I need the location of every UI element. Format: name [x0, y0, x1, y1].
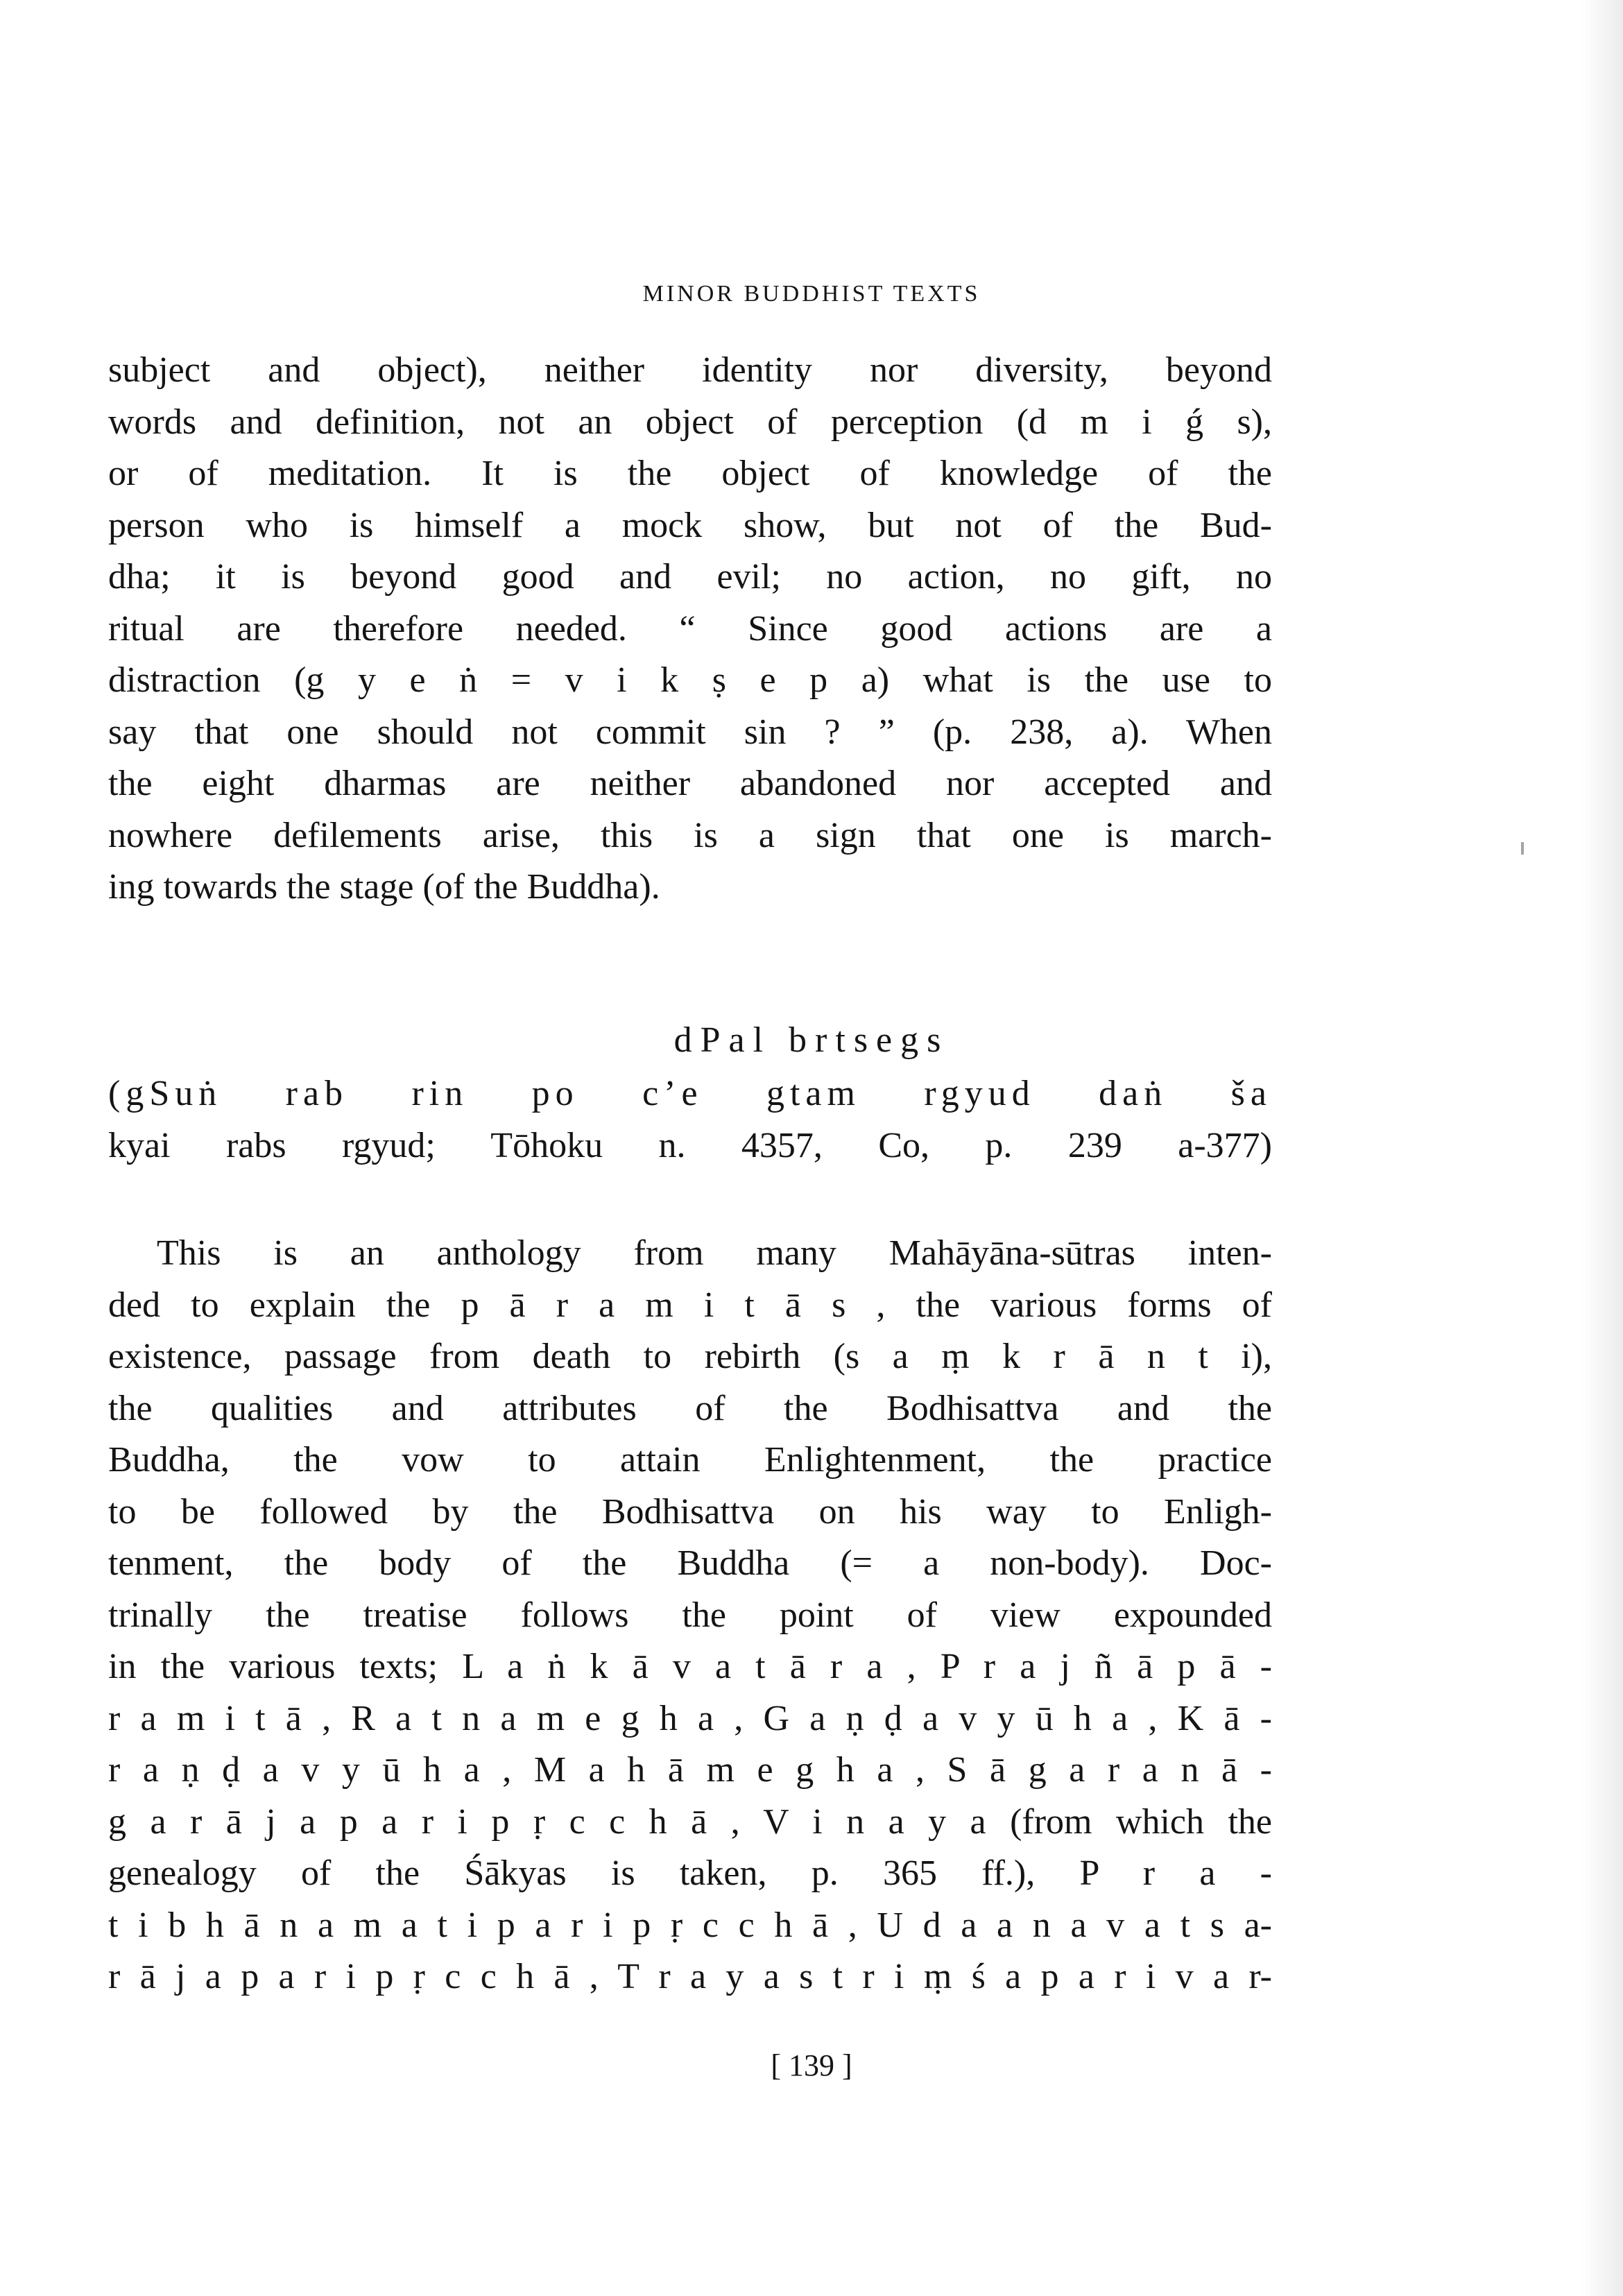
- text-line: r ā j a p a r i p ṛ c c h ā , T r a y a s t r i ṃ ś a p a r i v a r-: [108, 1957, 1272, 1996]
- text-line: in the various texts; L a ṅ k ā v a t ā r a , P r a j ñ ā p ā -: [108, 1647, 1272, 1686]
- section-title: dPal brtsegs: [673, 1020, 950, 1060]
- text-line: or of meditation. It is the object of knowledge of the: [108, 454, 1272, 493]
- text-line: Buddha, the vow to attain Enlightenment, the practice: [108, 1440, 1272, 1480]
- text-line: subject and object), neither identity nor diversity, beyond: [108, 350, 1272, 390]
- text-line: to be followed by the Bodhisattva on his way to Enligh-: [108, 1491, 1272, 1532]
- margin-mark: [1521, 842, 1524, 855]
- page-edge-shadow: [1581, 0, 1623, 2296]
- text-line: trinally the treatise follows the point of view expounded: [108, 1595, 1272, 1635]
- text-line: existence, passage from death to rebirth (s a ṃ k r ā n t i),: [108, 1337, 1272, 1376]
- running-head: MINOR BUDDHIST TEXTS: [642, 281, 981, 307]
- subtitle-line: (gSuṅ rab rin po c’e gtam rgyud daṅ ša: [108, 1074, 1272, 1113]
- text-line: ing towards the stage (of the Buddha).: [108, 867, 660, 907]
- section-subtitle: [108, 1068, 1272, 1172]
- text-line: the eight dharmas are neither abandoned nor accepted and: [108, 764, 1272, 803]
- text-line: This is an anthology from many Mahāyāna-sūtras inten-: [157, 1233, 1272, 1273]
- paragraph-2: [108, 1228, 1272, 2003]
- text-line: g a r ā j a p a r i p ṛ c c h ā , V i n a y a (from which the: [108, 1801, 1272, 1842]
- text-line: tenment, the body of the Buddha (= a non-body). Doc-: [108, 1543, 1272, 1583]
- text-line: the qualities and attributes of the Bodhisattva and the: [108, 1388, 1272, 1428]
- text-line: t i b h ā n a m a t i p a r i p ṛ c c h ā , U d a a n a v a t s a-: [108, 1905, 1272, 1945]
- text-line: nowhere defilements arise, this is a sign that one is march-: [108, 815, 1272, 855]
- text-line: genealogy of the Śākyas is taken, p. 365 ff.), P r a -: [108, 1853, 1272, 1893]
- text-line: ded to explain the p ā r a m i t ā s , the various forms of: [108, 1285, 1272, 1325]
- text-line: r a m i t ā , R a t n a m e g h a , G a ṇ ḍ a v y ū h a , K ā -: [108, 1698, 1272, 1738]
- text-line: dha; it is beyond good and evil; no action, no gift, no: [108, 557, 1272, 597]
- text-line: r a ṇ ḍ a v y ū h a , M a h ā m e g h a , S ā g a r a n ā -: [108, 1750, 1272, 1790]
- text-line: words and definition, not an object of perception (d m i ǵ s),: [108, 402, 1272, 442]
- text-line: ritual are therefore needed. “ Since good actions are a: [108, 608, 1272, 649]
- text-line: distraction (g y e ṅ = v i k ṣ e p a) what is the use to: [108, 660, 1272, 700]
- subtitle-line: kyai rabs rgyud; Tōhoku n. 4357, Co, p. 239 a-377): [108, 1125, 1272, 1165]
- text-line: say that one should not commit sin ? ” (p. 238, a). When: [108, 712, 1272, 752]
- paragraph-1: [108, 345, 1272, 914]
- text-line: person who is himself a mock show, but not of the Bud-: [108, 505, 1272, 545]
- page-number: [ 139 ]: [771, 2048, 852, 2082]
